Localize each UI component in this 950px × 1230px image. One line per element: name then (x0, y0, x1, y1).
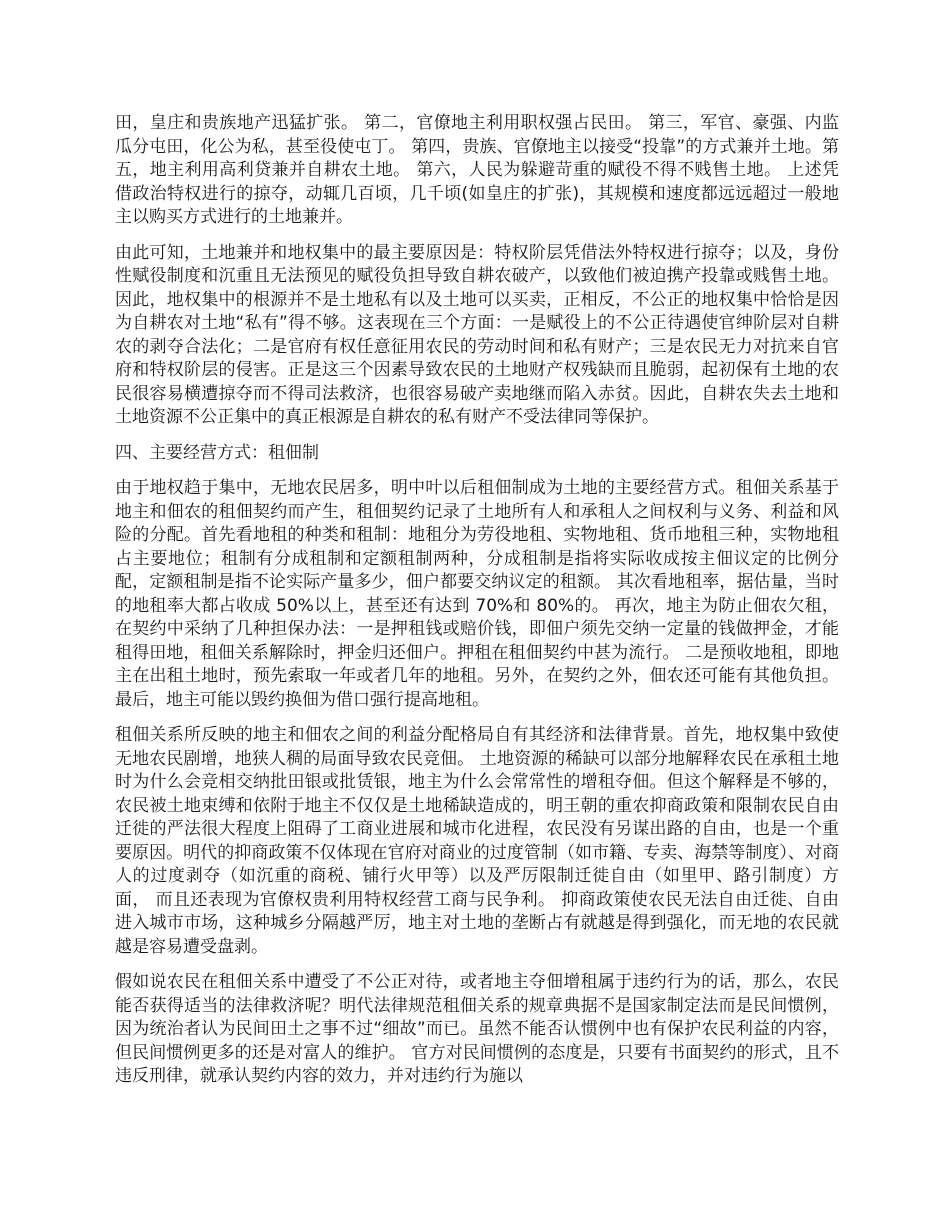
paragraph-tenancy-background: 租佃关系所反映的地主和佃农之间的利益分配格局自有其经济和法律背景。首先，地权集中致使无地农民剧增，地狭人稠的局面导致农民竞佃。 土地资源的稀缺可以部分地解释农民在承租土地时为什么会竞相交纳批田银或批赁银，地主为什么会常常性的增租夺佃。但这个解释是不够的，农民被土地束缚和依附于地主不仅仅是土地稀缺造成的，明王朝的重农抑商政策和限制农民自由迁徙的严法很大程度上阻碍了工商业进展和城市化进程，农民没有另谋出路的自由，也是一个重要原因。明代的抑商政策不仅体现在官府对商业的过度管制（如市籍、专卖、海禁等制度）、对商人的过度剥夺（如沉重的商税、铺行火甲等）以及严厉限制迁徙自由（如里甲、路引制度）方面， 而且还表现为官僚权贵利用特权经营工商与民争利。 抑商政策使农民无法自由迁徙、自由进入城市市场，这种城乡分隔越严厉，地主对土地的垄断占有就越是得到强化，而无地的农民就越是容易遭受盘剥。 (115, 725, 839, 957)
paragraph-legal-remedy: 假如说农民在租佃关系中遭受了不公正对待，或者地主夺佃增租属于违约行为的话，那么，农民能否获得适当的法律救济呢？明代法律规范租佃关系的规章典据不是国家制定法而是民间惯例，因为统治者认为民间田土之事不过“细故”而已。虽然不能否认惯例中也有保护农民利益的内容，但民间惯例更多的还是对富人的维护。 官方对民间惯例的态度是，只要有书面契约的形式，且不违反刑律，就承认契约内容的效力，并对违约行为施以 (115, 972, 839, 1086)
paragraph-land-concentration-causes: 由此可知，土地兼并和地权集中的最主要原因是：特权阶层凭借法外特权进行掠夺；以及，身份性赋役制度和沉重且无法预见的赋役负担导致自耕农破产，以致他们被迫携产投靠或贱售土地。因此，地权集中的根源并不是土地私有以及土地可以买卖，正相反，不公正的地权集中恰恰是因为自耕农对土地“私有”得不够。这表现在三个方面：一是赋役上的不公正待遇使官绅阶层对自耕农的剥夺合法化；二是官府有权任意征用农民的劳动时间和私有财产；三是农民无力对抗来自官府和特权阶层的侵害。正是这三个因素导致农民的土地财产权残缺而且脆弱，起初保有土地的农民很容易横遭掠夺而不得司法救济，也很容易破产卖地继而陷入赤贫。因此，自耕农失去土地和土地资源不公正集中的真正根源是自耕农的私有财产不受法律同等保护。 (115, 242, 839, 427)
section-heading-tenancy: 四、主要经营方式：租佃制 (115, 442, 319, 463)
paragraph-land-annexation-methods: 田，皇庄和贵族地产迅猛扩张。 第二，官僚地主利用职权强占民田。 第三，军官、豪强、内监瓜分屯田，化公为私，甚至役使屯丁。 第四，贵族、官僚地主以接受“投靠”的方式兼并土地。第五，地主利用高利贷兼并自耕农土地。 第六，人民为躲避苛重的赋役不得不贱售土地。 上述凭借政治特权进行的掠夺，动辄几百顷，几千顷(如皇庄的扩张)，其规模和速度都远远超过一般地主以购买方式进行的土地兼并。 (115, 113, 839, 227)
document-body (115, 112, 839, 1101)
paragraph-tenancy-system: 由于地权趋于集中，无地农民居多，明中叶以后租佃制成为土地的主要经营方式。租佃关系基于地主和佃农的租佃契约而产生，租佃契约记录了土地所有人和承租人之间权利与义务、利益和风险的分配。首先看地租的种类和租制：地租分为劳役地租、实物地租、货币地租三种，实物地租占主要地位；租制有分成租制和定额租制两种，分成租制是指将实际收成按主佃议定的比例分配，定额租制是指不论实际产量多少，佃户都要交纳议定的租额。 其次看地租率，据估量，当时的地租率大都占收成 50%以上，甚至还有达到 70%和 80%的。 再次，地主为防止佃农欠租，在契约中采纳了几种担保办法：一是押租钱或赔价钱，即佃户须先交纳一定量的钱做押金，才能租得田地，租佃关系解除时，押金归还佃户。押租在租佃契约中甚为流行。 二是预收地租，即地主在出租土地时，预先索取一年或者几年的地租。另外，在契约之外，佃农还可能有其他负担。 最后，地主可能以毁约换佃为借口强行提高地租。 (115, 478, 839, 710)
